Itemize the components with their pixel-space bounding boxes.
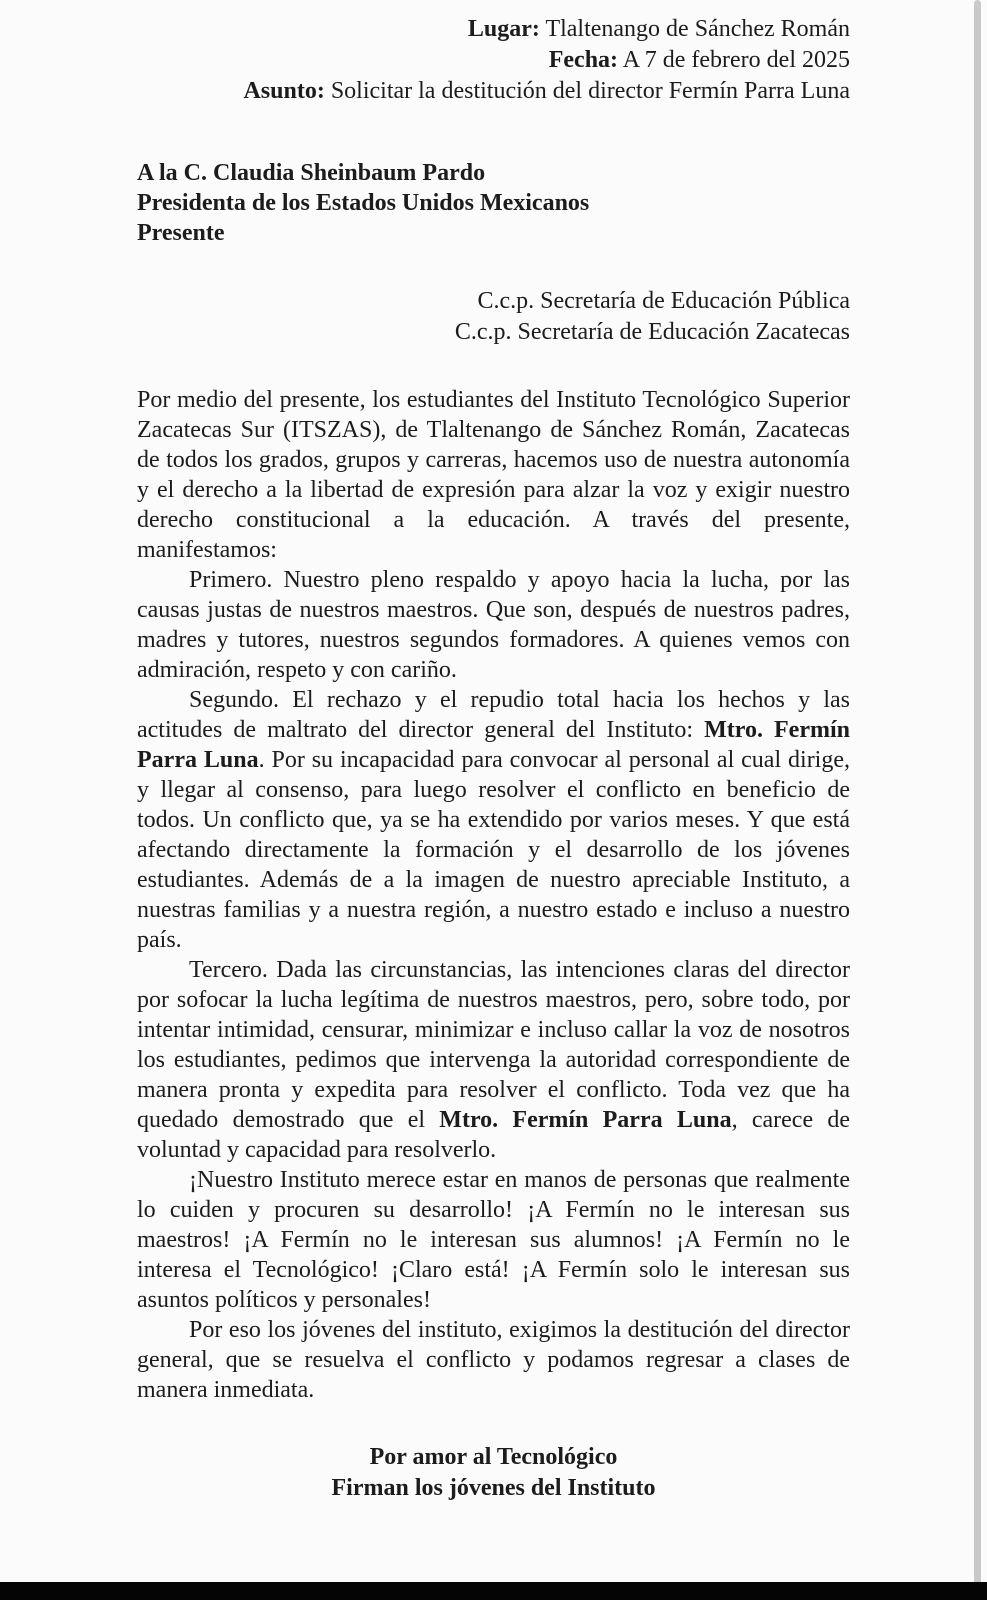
- scrollbar[interactable]: [974, 0, 981, 1595]
- bottom-bar: [0, 1582, 987, 1600]
- final-paragraph: Por eso los jóvenes del instituto, exigimos la destitución del director general, que se resuelva el conflicto y podamos regresar a clases de manera inmediata.: [137, 1317, 850, 1403]
- tercero-text-b: , carece de voluntad y capacidad para resolverlo.: [137, 1107, 851, 1163]
- subject-label: Asunto:: [243, 78, 325, 104]
- date-value: A 7 de febrero del 2025: [622, 47, 850, 73]
- addressee-presente: Presente: [137, 220, 225, 246]
- primero-paragraph: Primero. Nuestro pleno respaldo y apoyo hacia la lucha, por las causas justas de nuestros maestros. Que son, después de nuestros padres, madres y tutores, nuestros segundos formadores. A quienes vemos con admiración, respeto y con cariño.: [137, 567, 850, 683]
- letter-page: [137, 14, 850, 1504]
- addressee-title: Presidenta de los Estados Unidos Mexicanos: [137, 190, 590, 216]
- ccp-line-sep: C.c.p. Secretaría de Educación Pública: [477, 288, 850, 314]
- letter-header: [137, 14, 850, 107]
- closing-block: [137, 1442, 850, 1504]
- tercero-text-a: Tercero. Dada las circunstancias, las intenciones claras del director por sofocar la lucha legítima de nuestros maestros, pero, sobre todo, por intentar intimidad, censurar, minimizar e incluso callar la voz de nosotros los estudiantes, pedimos que intervenga la autoridad correspondiente de manera pronta y expedita para resolver el conflicto. Toda vez que ha quedado demostrado que el: [137, 957, 850, 1133]
- intro-paragraph: Por medio del presente, los estudiantes del Instituto Tecnológico Superior Zacatecas Sur (ITSZAS), de Tlaltenango de Sánchez Román, Zacatecas de todos los grados, grupos y carreras, hacemos uso de nuestra autonomía y el derecho a la libertad de expresión para alzar la voz y exigir nuestro derecho constitucional a la educación. A través del presente, manifestamos:: [137, 387, 850, 563]
- date-line: [137, 45, 850, 76]
- tercero-director-name: Mtro. Fermín Parra Luna: [439, 1107, 732, 1133]
- addressee-block: [137, 158, 850, 248]
- segundo-director-name: Mtro. Fermín Parra Luna: [137, 717, 850, 773]
- addressee-name: A la C. Claudia Sheinbaum Pardo: [137, 160, 486, 186]
- closing-line: Por amor al Tecnológico: [369, 1444, 618, 1470]
- segundo-text-a: Segundo. El rechazo y el repudio total hacia los hechos y las actitudes de maltrato del director general del Instituto:: [137, 687, 850, 743]
- letter-body: [137, 385, 850, 1405]
- exclamation-paragraph: ¡Nuestro Instituto merece estar en manos de personas que realmente lo cuiden y procuren su desarrollo! ¡A Fermín no le interesan sus maestros! ¡A Fermín no le interesan sus alumnos! ¡A Fermín no le interesa el Tecnológico! ¡Claro está! ¡A Fermín solo le interesan sus asuntos políticos y personales!: [137, 1167, 850, 1313]
- signature-line: Firman los jóvenes del Instituto: [331, 1475, 656, 1501]
- subject-value: Solicitar la destitución del director Fermín Parra Luna: [330, 78, 850, 104]
- segundo-paragraph: [137, 685, 850, 955]
- place-label: Lugar:: [467, 16, 540, 42]
- tercero-paragraph: [137, 955, 850, 1165]
- date-label: Fecha:: [548, 47, 619, 73]
- ccp-line-zacatecas: C.c.p. Secretaría de Educación Zacatecas: [454, 319, 850, 345]
- segundo-text-b: . Por su incapacidad para convocar al personal al cual dirige, y llegar al consenso, para luego resolver el conflicto en beneficio de todos. Un conflicto que, ya se ha extendido por varios meses. Y que está afectando directamente la formación y el desarrollo de los jóvenes estudiantes. Además de a la imagen de nuestro apreciable Instituto, a nuestras familias y a nuestra región, a nuestro estado e incluso a nuestro país.: [137, 747, 851, 953]
- place-line: [137, 14, 850, 45]
- place-value: Tlaltenango de Sánchez Román: [545, 16, 850, 42]
- subject-line: [137, 76, 850, 107]
- ccp-block: [137, 286, 850, 348]
